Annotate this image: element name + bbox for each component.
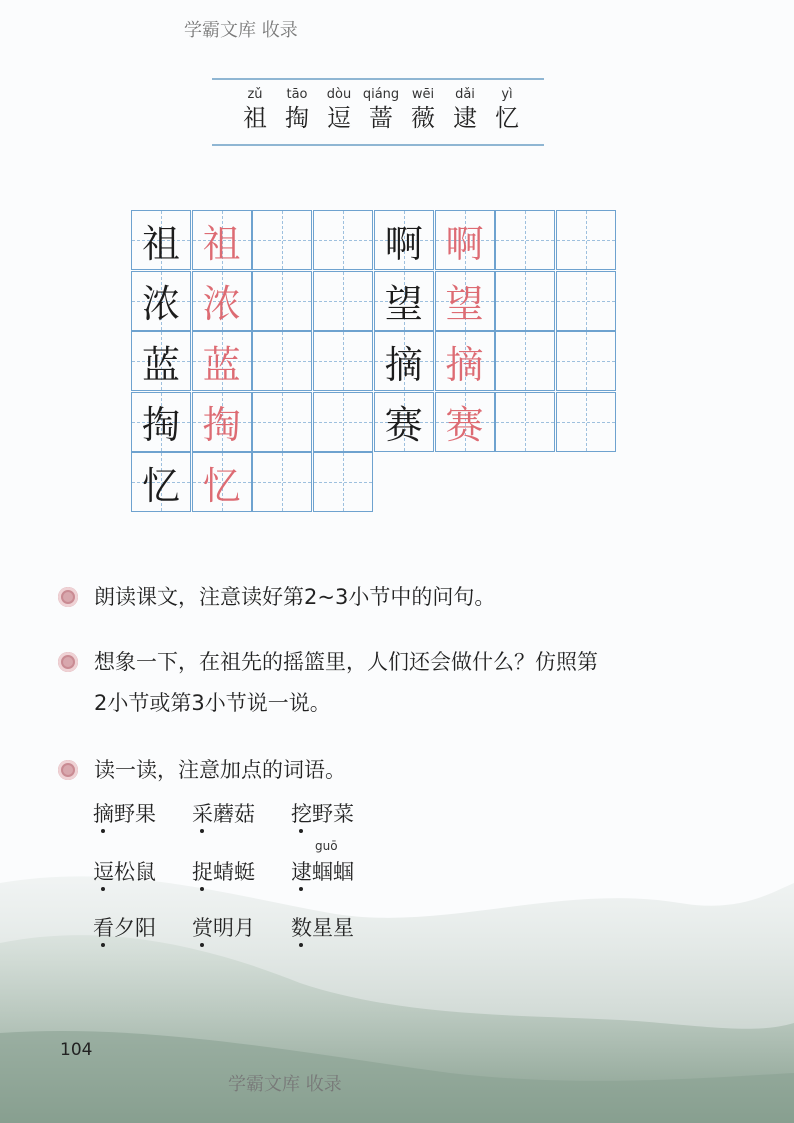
emphasis-dot [299, 829, 303, 833]
model-character: 摘 [445, 342, 484, 387]
exercise-bullet-icon [58, 652, 78, 672]
grid-cell [495, 331, 555, 391]
new-char-item [360, 86, 402, 133]
grid-cell [556, 392, 616, 452]
word [192, 912, 291, 942]
top-rule [212, 78, 544, 80]
pinyin-annotation: guō [315, 839, 338, 853]
grid-cell [435, 331, 495, 391]
word-row-3 [93, 912, 390, 942]
pinyin: wēi [411, 87, 435, 102]
exercise-2-text [94, 642, 598, 724]
pinyin: yì [501, 87, 513, 102]
new-char-item [318, 86, 360, 133]
grid-cell [495, 271, 555, 331]
grid-cell [556, 331, 616, 391]
pinyin: dǎi [455, 87, 475, 102]
word [291, 912, 390, 942]
grid-cell [435, 210, 495, 270]
grid-cell [131, 210, 191, 270]
grid-cell [252, 210, 312, 270]
exercise-1-text: 朗读课文，注意读好第2~3小节中的问句。 [94, 585, 496, 609]
grid-cell [192, 452, 252, 512]
grid-cell [374, 331, 434, 391]
grid-cell [252, 392, 312, 452]
new-char-item [276, 86, 318, 133]
word-text: 采蘑菇 [192, 802, 255, 826]
practice-character: 蓝 [141, 342, 180, 387]
character: 忆 [495, 104, 519, 132]
model-character: 浓 [202, 282, 241, 326]
grid-cell [192, 331, 252, 391]
word-text: 看夕阳 [93, 916, 156, 940]
word-text: 摘野果 [93, 802, 156, 826]
practice-character: 浓 [141, 282, 180, 326]
word [93, 912, 192, 942]
new-characters-box [212, 78, 544, 148]
exercise-3-text: 读一读，注意加点的词语。 [94, 758, 346, 782]
emphasis-dot [299, 943, 303, 947]
word-text: 逮蝈蝈 [291, 860, 354, 884]
grid-cell [313, 452, 373, 512]
watermark-top: 学霸文库 收录 [184, 20, 298, 41]
model-character: 祖 [202, 221, 241, 266]
grid-cell [131, 331, 191, 391]
model-character: 忆 [202, 463, 241, 508]
character: 蔷 [369, 104, 393, 132]
word [192, 798, 291, 828]
new-char-item [486, 86, 528, 133]
word [93, 856, 192, 886]
grid-cell [556, 271, 616, 331]
practice-character: 忆 [141, 463, 180, 508]
word-text: 挖野菜 [291, 802, 354, 826]
writing-grid [131, 210, 617, 516]
bottom-rule [212, 144, 544, 146]
grid-cell [313, 392, 373, 452]
model-character: 蓝 [202, 342, 241, 387]
grid-cell [374, 271, 434, 331]
word [192, 856, 291, 886]
new-char-item [444, 86, 486, 133]
grid-cell [313, 271, 373, 331]
exercise-bullet-icon [58, 587, 78, 607]
practice-character: 望 [384, 282, 423, 326]
practice-character: 祖 [141, 221, 180, 266]
pinyin: dòu [326, 87, 352, 102]
model-character: 赛 [445, 403, 484, 447]
word [291, 839, 390, 886]
word-row-2 [93, 839, 390, 886]
model-character: 啊 [445, 221, 484, 266]
grid-cell [556, 210, 616, 270]
word-row-1 [93, 798, 390, 828]
word-text: 逗松鼠 [93, 860, 156, 884]
grid-cell [252, 271, 312, 331]
grid-cell [131, 392, 191, 452]
practice-character: 掏 [141, 403, 180, 447]
grid-cell [192, 210, 252, 270]
grid-cell [435, 392, 495, 452]
grid-cell [495, 392, 555, 452]
word [93, 798, 192, 828]
character: 逮 [453, 104, 477, 132]
grid-cell [252, 331, 312, 391]
watermark-bottom: 学霸文库 收录 [228, 1074, 342, 1095]
new-characters-row [234, 86, 528, 133]
character: 掏 [285, 104, 309, 132]
emphasis-dot [299, 887, 303, 891]
character: 逗 [327, 104, 351, 132]
practice-character: 摘 [384, 342, 423, 387]
word-text: 赏明月 [192, 916, 255, 940]
character: 薇 [411, 104, 435, 132]
model-character: 望 [445, 282, 484, 326]
new-char-item [234, 86, 276, 133]
grid-cell [374, 210, 434, 270]
grid-cell [192, 392, 252, 452]
pinyin: zǔ [247, 87, 263, 102]
word-text: 捉蜻蜓 [192, 860, 255, 884]
grid-cell [374, 392, 434, 452]
grid-cell [313, 210, 373, 270]
grid-cell [495, 210, 555, 270]
exercise-bullet-icon [58, 760, 78, 780]
emphasis-dot [200, 943, 204, 947]
grid-cell [252, 452, 312, 512]
grid-cell [313, 331, 373, 391]
character: 祖 [243, 104, 267, 132]
new-char-item [402, 86, 444, 133]
practice-character: 啊 [384, 221, 423, 266]
emphasis-dot [101, 829, 105, 833]
model-character: 掏 [202, 403, 241, 447]
emphasis-dot [200, 829, 204, 833]
emphasis-dot [101, 943, 105, 947]
exercise-2-line-2: 2小节或第3小节说一说。 [94, 691, 331, 715]
emphasis-dot [101, 887, 105, 891]
practice-character: 赛 [384, 403, 423, 447]
grid-cell [131, 271, 191, 331]
grid-cell [192, 271, 252, 331]
word [291, 798, 390, 828]
page-number: 104 [60, 1040, 93, 1060]
pinyin: qiáng [362, 87, 400, 102]
emphasis-dot [200, 887, 204, 891]
word-text: 数星星 [291, 916, 354, 940]
grid-cell [435, 271, 495, 331]
pinyin: tāo [286, 87, 308, 102]
grid-cell [131, 452, 191, 512]
exercise-2-line-1: 想象一下，在祖先的摇篮里，人们还会做什么？仿照第 [94, 650, 598, 674]
